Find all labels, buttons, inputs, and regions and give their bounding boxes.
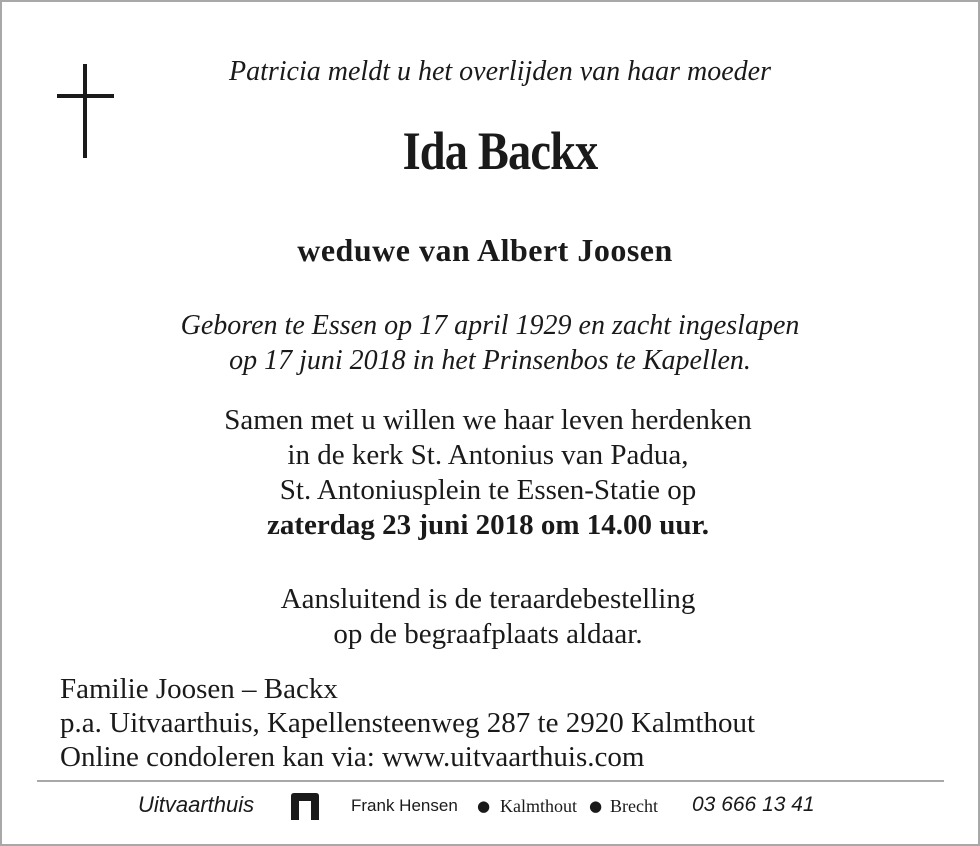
location-brecht: Brecht <box>610 796 658 816</box>
family-name: Familie Joosen – Backx <box>60 673 338 705</box>
bullet-separator: ● <box>477 797 491 815</box>
location-kalmthout: Kalmthout <box>500 796 577 816</box>
intro-text: Patricia meldt u het overlijden van haar moeder <box>229 56 771 87</box>
service-line: in de kerk St. Antonius van Padua, <box>287 439 689 471</box>
footer-divider <box>37 780 944 782</box>
relation-text: weduwe van Albert Joosen <box>297 232 673 268</box>
bullet-separator: ● <box>589 797 603 815</box>
deceased-name: Ida Backx <box>402 121 598 181</box>
birth-line: Geboren te Essen op 17 april 1929 en zacht ingeslapen <box>180 310 800 341</box>
service-datetime: zaterdag 23 juni 2018 om 14.00 uur. <box>267 509 709 541</box>
family-address: p.a. Uitvaarthuis, Kapellensteenweg 287 te 2920 Kalmthout <box>60 707 756 739</box>
phone-number[interactable]: 03 666 13 41 <box>692 793 815 816</box>
condolence-link[interactable]: Online condoleren kan via: www.uitvaarthuis.com <box>60 741 645 773</box>
funeral-director-name: Frank Hensen <box>351 796 458 815</box>
birth-line: op 17 juni 2018 in het Prinsenbos te Kapellen. <box>229 345 751 376</box>
burial-line: op de begraafplaats aldaar. <box>333 618 643 650</box>
burial-line: Aansluitend is de teraardebestelling <box>280 583 696 615</box>
service-line: Samen met u willen we haar leven herdenken <box>224 404 752 436</box>
door-arch-logo-icon <box>291 793 319 820</box>
service-line: St. Antoniusplein te Essen-Statie op <box>279 474 697 506</box>
footer <box>0 792 980 822</box>
brand-name: Uitvaarthuis <box>138 792 255 817</box>
